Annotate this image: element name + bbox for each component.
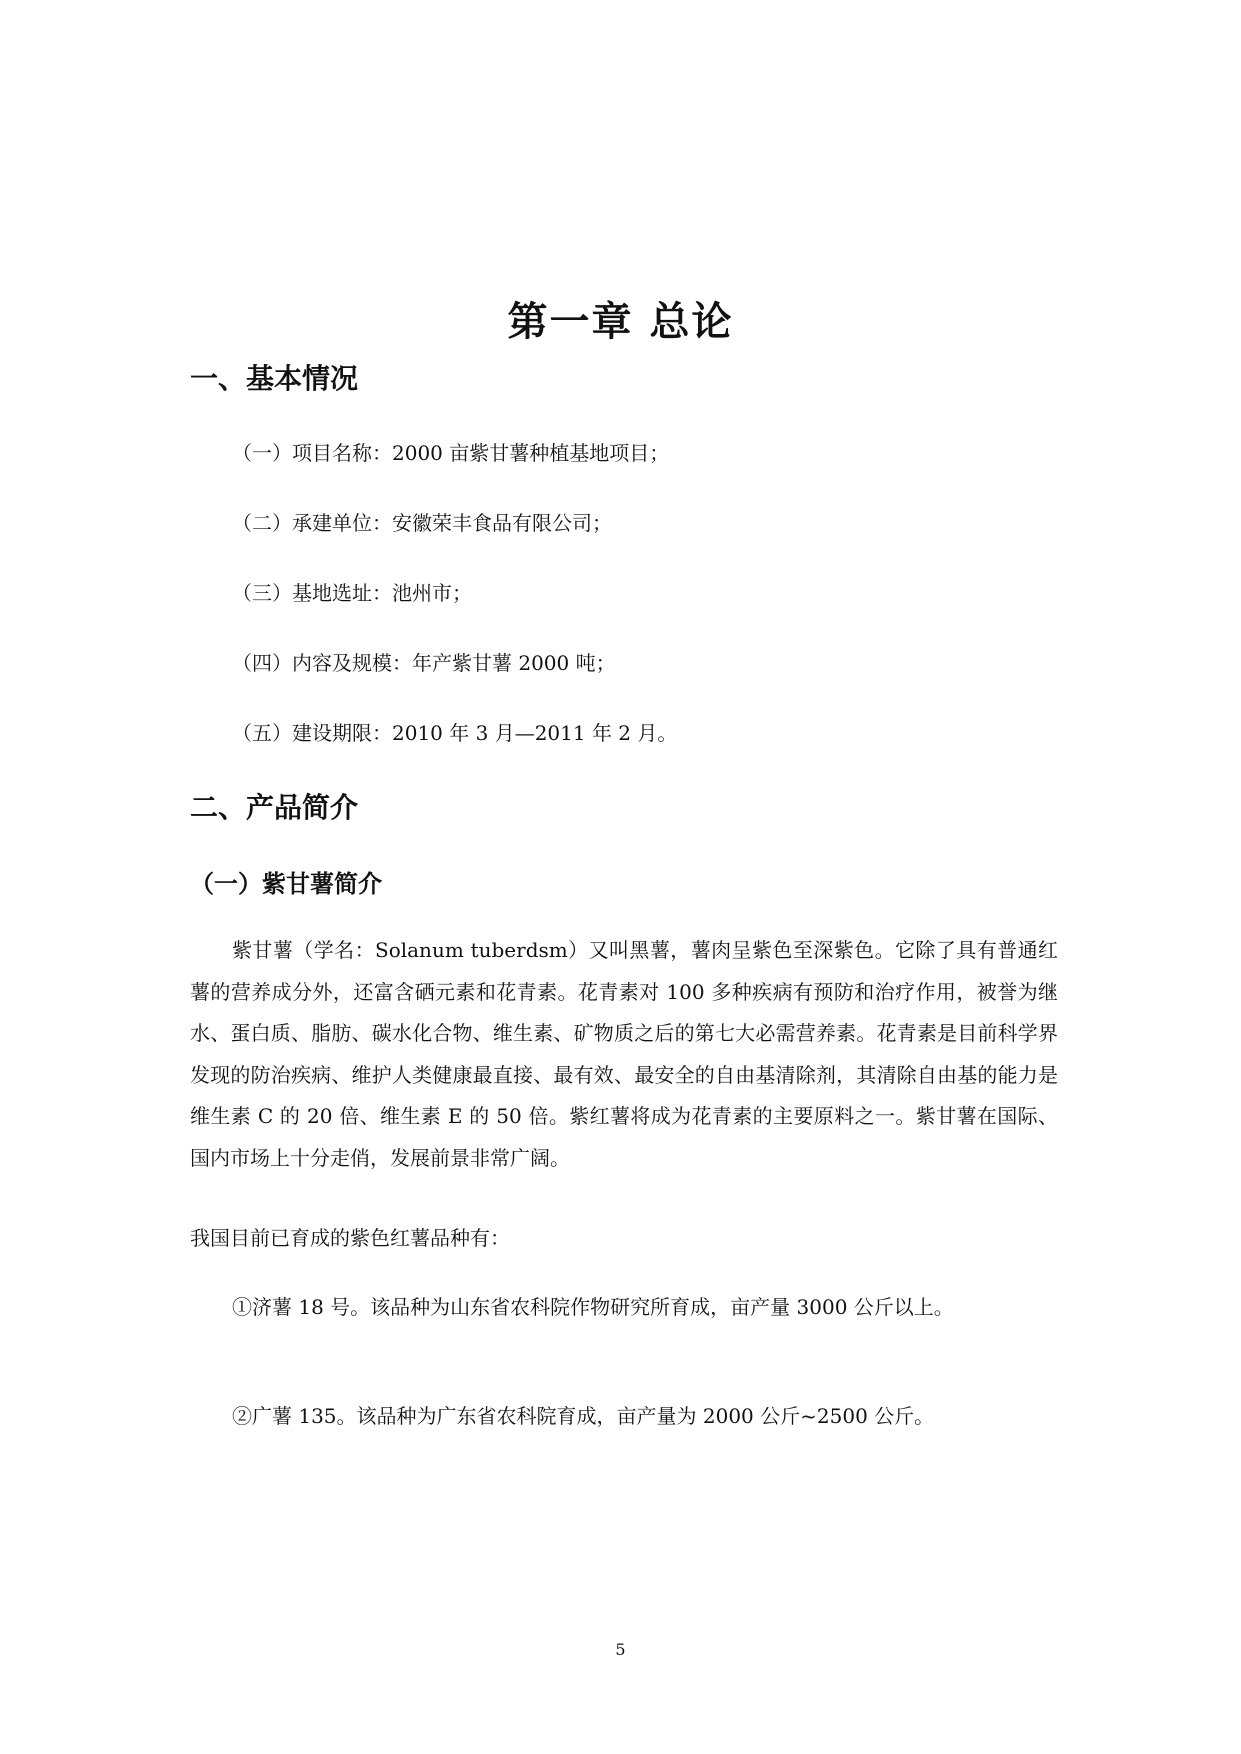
info-item-contractor: （二）承建单位：安徽荣丰食品有限公司； xyxy=(232,511,612,535)
varieties-intro-line: 我国目前已育成的紫色红薯品种有： xyxy=(190,1226,510,1250)
paragraph-purple-sweet-potato-intro: 紫甘薯（学名：Solanum tuberdsm）又叫黑薯，薯肉呈紫色至深紫色。它除了具有普通红薯的营养成分外，还富含硒元素和花青素。花青素对 100 多种疾病有预防和治疗作用，被誉为继水、蛋白质、脂肪、碳水化合物、维生素、矿物质之后的第七大必需营养素。花青素是目前科学界发现的防治疾病、维护人类健康最直接、最有效、最安全的自由基清除剂，其清除自由基的能力是维生素 C 的 20 倍、维生素 E 的 50 倍。紫红薯将成为花青素的主要原料之一。紫甘薯在国际、国内市场上十分走俏，发展前景非常广阔。 xyxy=(190,938,1058,1170)
info-item-location: （三）基地选址：池州市； xyxy=(232,581,472,605)
section-heading-basic-info: 一、基本情况 xyxy=(190,362,359,395)
variety-item-1: ①济薯 18 号。该品种为山东省农科院作物研究所育成，亩产量 3000 公斤以上。 xyxy=(232,1295,954,1319)
variety-item-2: ②广薯 135。该品种为广东省农科院育成，亩产量为 2000 公斤~2500 公斤。 xyxy=(232,1404,935,1428)
section-heading-product-intro: 二、产品简介 xyxy=(190,791,359,824)
page-number: 5 xyxy=(615,1640,626,1659)
info-item-project-name: （一）项目名称：2000 亩紫甘薯种植基地项目； xyxy=(232,441,670,465)
info-item-scale: （四）内容及规模：年产紫甘薯 2000 吨； xyxy=(232,651,616,675)
subheading-purple-sweet-potato: （一）紫甘薯简介 xyxy=(190,870,382,898)
info-item-period: （五）建设期限：2010 年 3 月—2011 年 2 月。 xyxy=(232,721,678,745)
chapter-title: 第一章 总论 xyxy=(507,299,734,345)
